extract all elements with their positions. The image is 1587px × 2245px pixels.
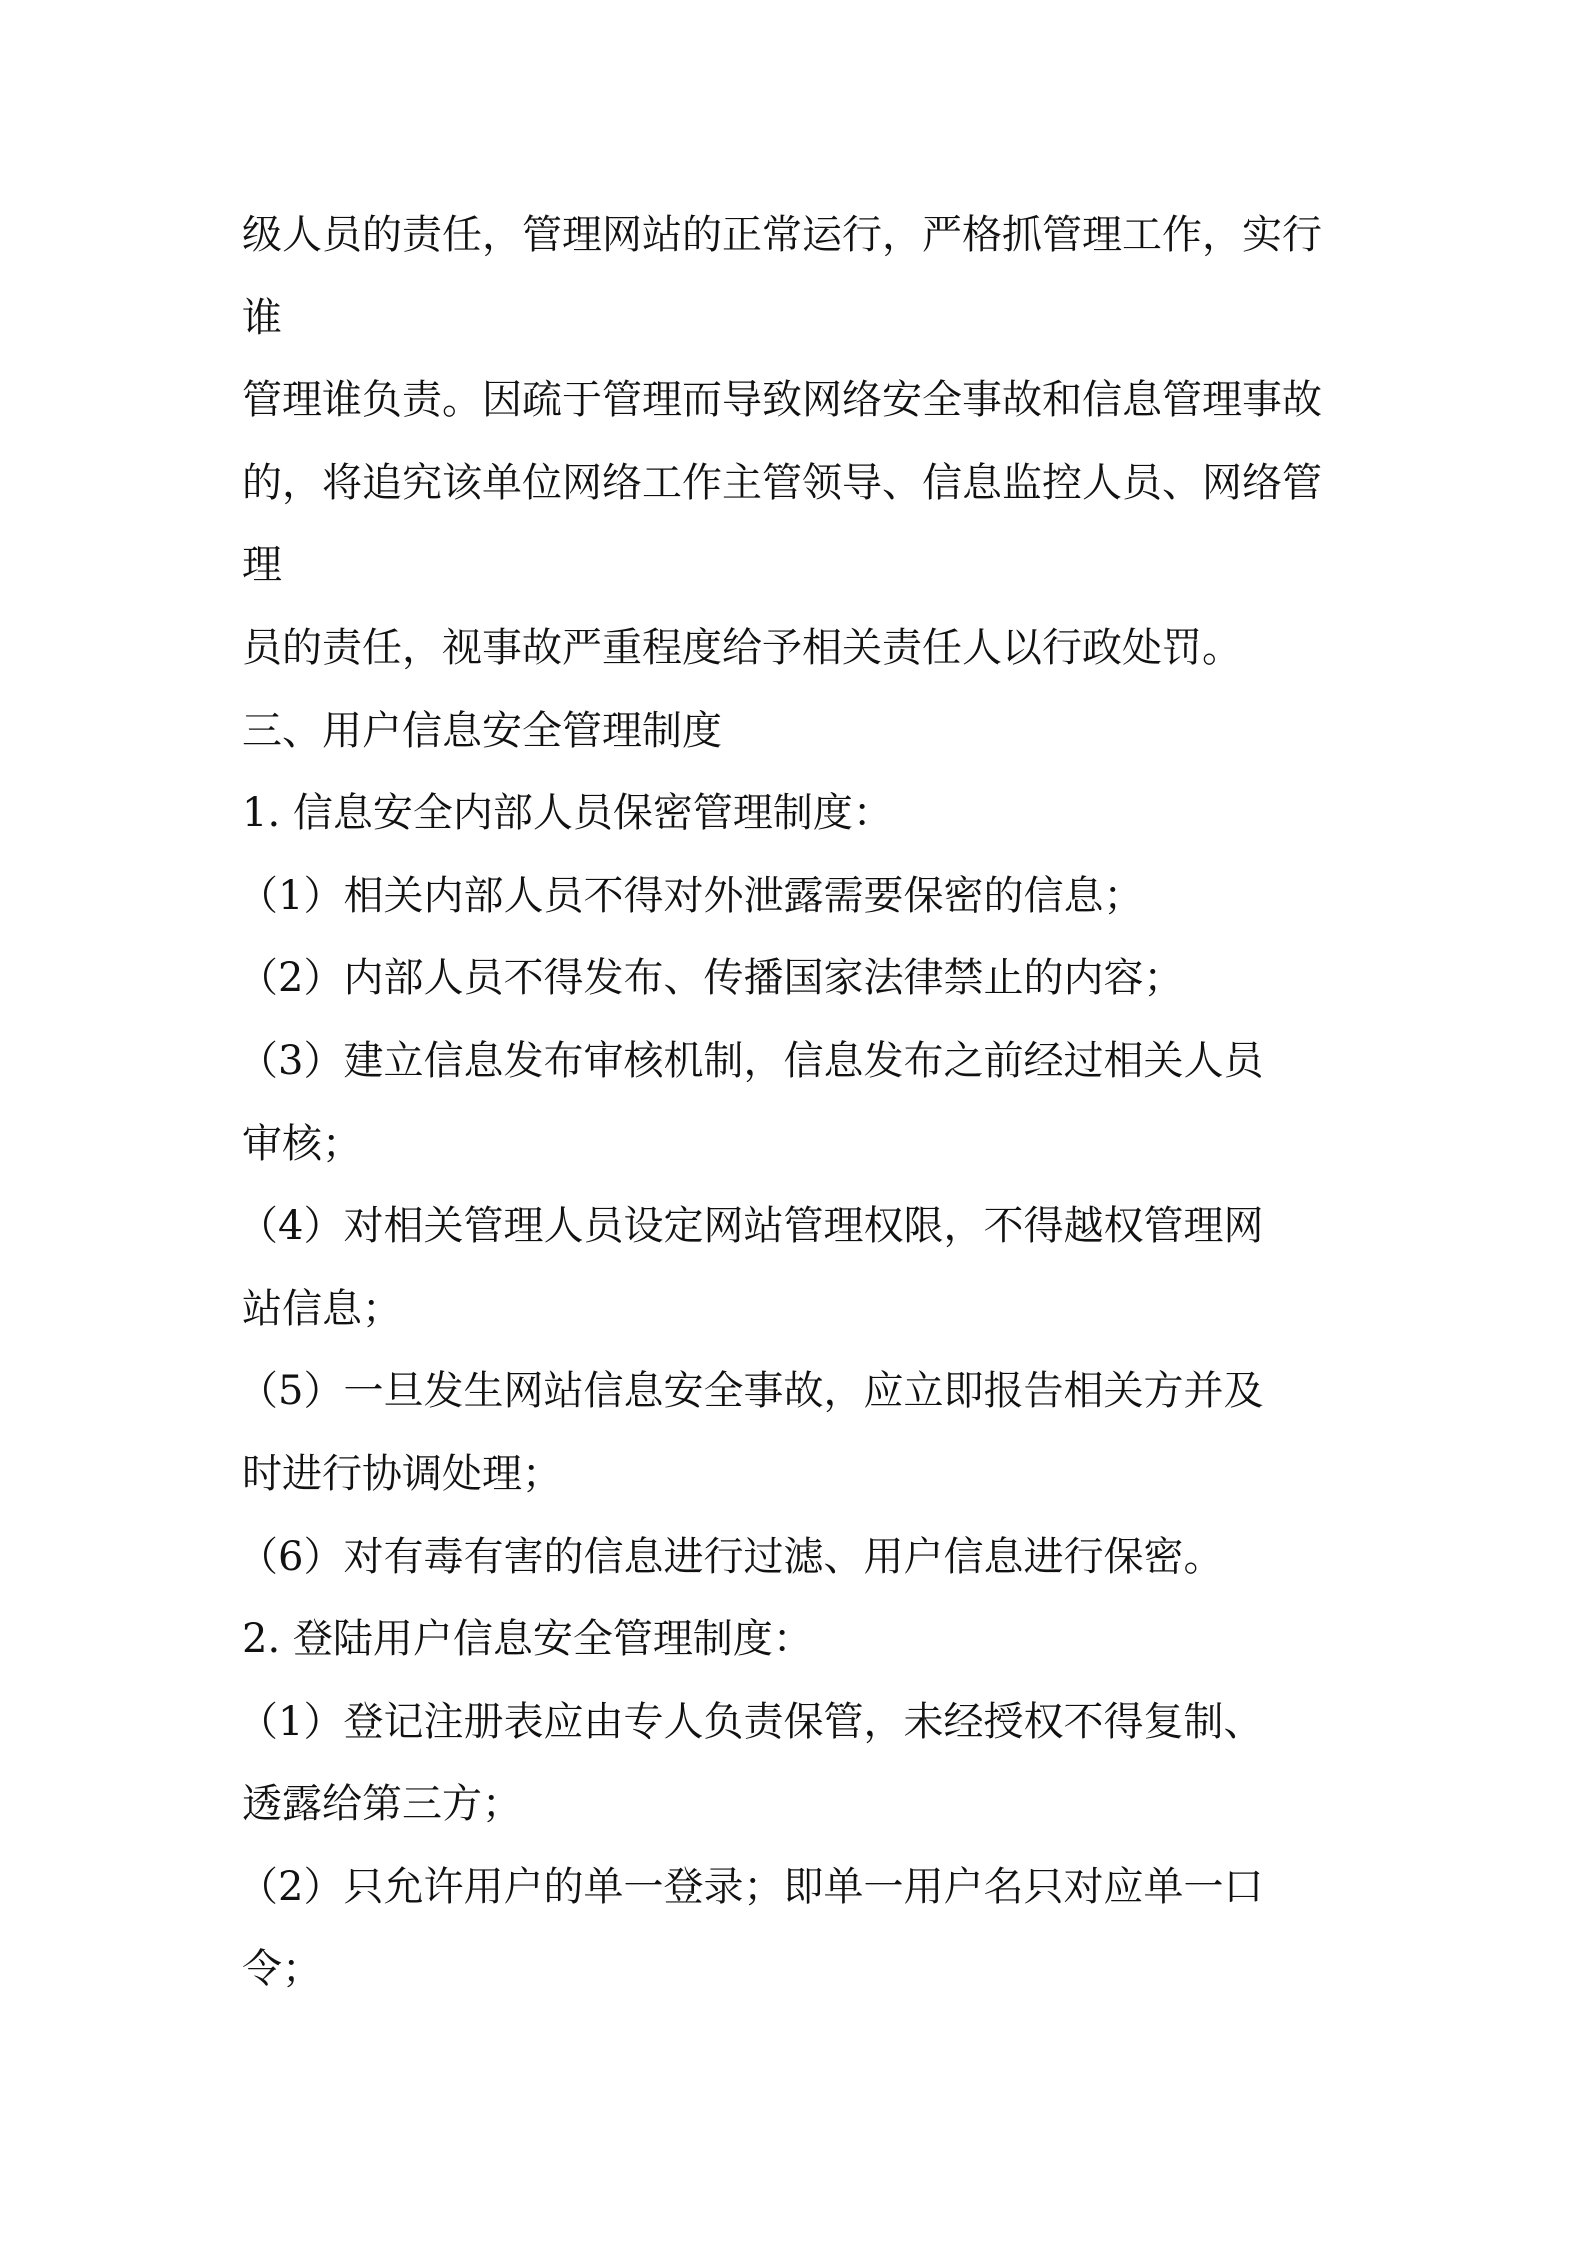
document-page — [238, 194, 1352, 2011]
subsection-heading: 2. 登陆用户信息安全管理制度： — [242, 1616, 813, 1663]
list-item: （5）一旦发生网站信息安全事故，应立即报告相关方并及 — [238, 1368, 1264, 1415]
section-heading: 三、用户信息安全管理制度 — [242, 707, 722, 754]
list-item: （2）只允许用户的单一登录；即单一用户名只对应单一口 — [238, 1863, 1264, 1910]
paragraph-line: 的，将追究该单位网络工作主管领导、信息监控人员、网络管 — [242, 459, 1322, 506]
list-item-continuation: 站信息； — [242, 1285, 402, 1332]
paragraph-line: 级人员的责任，管理网站的正常运行，严格抓管理工作，实行 — [242, 212, 1322, 258]
list-item: （2）内部人员不得发布、传播国家法律禁止的内容； — [238, 955, 1184, 1002]
list-item-continuation: 时进行协调处理； — [242, 1450, 562, 1497]
list-item-continuation: 令； — [242, 1946, 322, 1993]
paragraph-line: 管理谁负责。因疏于管理而导致网络安全事故和信息管理事故 — [242, 377, 1322, 424]
paragraph-line: 员的责任，视事故严重程度给予相关责任人以行政处罚。 — [242, 624, 1242, 671]
list-item-continuation: 审核； — [242, 1120, 362, 1167]
list-item: （4）对相关管理人员设定网站管理权限，不得越权管理网 — [238, 1203, 1264, 1250]
paragraph-line: 理 — [242, 542, 282, 589]
list-item: （3）建立信息发布审核机制，信息发布之前经过相关人员 — [238, 1037, 1264, 1084]
list-item: （1）相关内部人员不得对外泄露需要保密的信息； — [238, 872, 1144, 919]
paragraph-line: 谁 — [242, 294, 282, 341]
list-item: （6）对有毒有害的信息进行过滤、用户信息进行保密。 — [238, 1533, 1224, 1580]
subsection-heading: 1. 信息安全内部人员保密管理制度： — [242, 790, 893, 837]
list-item-continuation: 透露给第三方； — [242, 1781, 522, 1828]
list-item: （1）登记注册表应由专人负责保管，未经授权不得复制、 — [238, 1698, 1264, 1745]
